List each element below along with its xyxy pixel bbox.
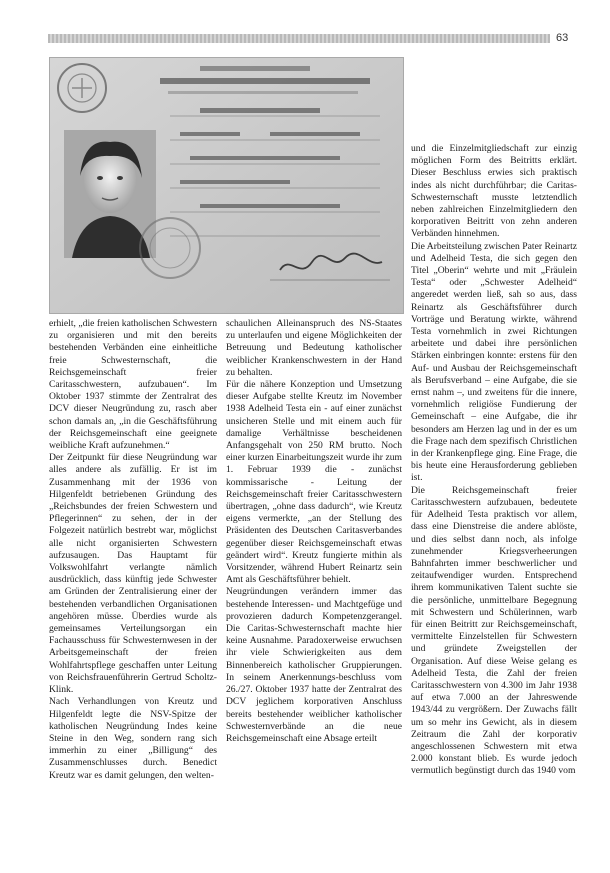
paragraph: erhielt, „die freien katholischen Schwestern zu organisieren und mit den bereits bestehenden Verbänden eine einheitliche freie Schwesternschaft, die Reichsgemeinschaft freier Caritasschwestern, aufzubauen“. Im Oktober 1937 stimmte der Zentralrat des DCV dieser Neugründung zu, rasch aber schon damals an, „in die Geschäftsführung der Reichsgemeinschaft eine geeignete weibliche Kraft aufzunehmen.“: [49, 318, 217, 452]
paragraph: schaulichen Alleinanspruch des NS-Staates zu unterlaufen und eigene Möglichkeiten der Betreuung und Bedeutung katholischer weiblicher Krankenschwestern in der Hand zu behalten.: [226, 318, 402, 378]
paragraph: Der Zeitpunkt für diese Neugründung war alles andere als zufällig. Er ist im Zusammenhang mit der 1936 von Hilgenfeldt betriebenen Gründung des „Reichsbundes der freien Schwestern und Pflegerinnen“ zu sehen, der in der Folgezeit natürlich bestrebt war, möglichst alle nicht organisierten Schwestern aufzusaugen. Das Hauptamt für Volkswohlfahrt verlangte nämlich ausdrücklich, dass künftig jede Schwester am Gründen der Zentralisierung einer der bestehenden verbandlichen Organisationen angehören müsse. Überdies wurde als gemeinsames Verteilungsorgan ein Fachausschuss für Schwesternwesen in der Arbeitsgemeinschaft der freien Wohlfahrtspflege geschaffen unter Leitung von Reichsfrauenführerin Gertrud Scholtz-Klink.: [49, 452, 217, 696]
id-card-photo: [49, 57, 404, 314]
id-card-illustration: [50, 58, 403, 313]
text-column-2: [226, 318, 402, 745]
page-number: 63: [556, 32, 569, 44]
header-rule: [48, 34, 550, 43]
paragraph: Nach Verhandlungen von Kreutz und Hilgenfeldt legte die NSV-Spitze der katholischen Neugründung Indes keine Steine in den Weg, sondern rang sich immerhin zu einer „Billigung“ des Zusammenschlusses durch. Benedict Kreutz war es damit gelungen, den welten-: [49, 696, 217, 781]
paragraph: und die Einzelmitgliedschaft zur einzig möglichen Form des Beitritts erklärt. Dieser Beschluss erwies sich praktisch indes als nicht durchführbar; die Caritas-Schwesternschaft musste letztendlich neben zahlreichen Einzelmitgliedern den korporativen Beitritt von zehn anderen Verbänden hinnehmen.: [411, 143, 577, 240]
paragraph: Die Reichsgemeinschaft freier Caritasschwestern aufzubauen, bedeutete für Adelheid Testa praktisch vor allem, dass eine Dienstreise die andere ablöste, und dies selbst dann noch, als infolge zunehmender Kriegsverheerungen Bahnfahrten immer beschwerlicher und zeitaufwendiger wurden. Entsprechend ihrem kommunikativen Talent suchte sie die persönliche, unmittelbare Begegnung mit Schwestern und Schülerinnen, warb für einen Beitritt zur Reichsgemeinschaft, vermittelte Einzelstellen für Schwestern und gründete Zweigstellen der Organisation. Auf diese Weise gelang es Adelheid Testa, die Zahl der freien Caritasschwestern von 4.300 im Jahr 1938 auf etwa 7.000 an der Jahreswende 1943/44 zu vergrößern. Der Zuwachs fällt um so mehr ins Gewicht, als in diesem Zeitraum die Zahl der korporativ angeschlossenen Schwestern mit etwa 2.000 konstant blieb. Es wurde jedoch vermutlich begünstigt durch das 1940 vom: [411, 484, 577, 777]
text-column-1: [49, 318, 217, 782]
paragraph: Die Arbeitsteilung zwischen Pater Reinartz und Adelheid Testa, die sich gegen den Titel „Oberin“ wehrte und mit „Fräulein Testa“ oder „Schwester Adelheid“ angeredet werden ließ, sah so aus, dass Reinartz als Geschäftsführer durch Vorträge und Beratung wirkte, während Testa vornehmlich in zwei Richtungen arbeitete und dabei ihre persönlichen Stärken einbringen konnte: erstens für den Auf- und Ausbau der Reichsgemeinschaft als Berufsverband – eine Aufgabe, die sie ernst nahm –, und zweitens für die innere, vornehmlich religiöse Fundierung der Gemeinschaft – eine Aufgabe, die ihr besonders am Herzen lag und in der es um die Frage nach dem spezifisch Christlichen in der Krankenpflege ging. Eine Frage, die bis heute eine Herausforderung geblieben ist.: [411, 240, 577, 484]
paragraph: Für die nähere Konzeption und Umsetzung dieser Aufgabe stellte Kreutz im November 1938 Adelheid Testa ein - auf einer zunächst unsicheren Stelle und mit einem auch für damalige Verhältnisse bescheidenen Anfangsgehalt von 250 RM brutto. Noch einer kurzen Einarbeitungszeit wurde ihr zum 1. Februar 1939 die - zunächst kommissarische - Leitung der Reichsgemeinschaft freier Caritasschwestern übertragen, „ohne dass dadurch“, wie Kreutz eigens vermerkte, „an der Stellung des Präsidenten des Deutschen Caritasverbandes gegenüber dieser Reichsgemeinschaft etwas geändert wird“. Kreutz fungierte mithin als Vorsitzender, während Hubert Reinartz sein Amt als Geschäftsführer behielt.: [226, 379, 402, 586]
text-column-3: [411, 143, 577, 778]
paragraph: Neugründungen verändern immer das bestehende Interessen- und Machtgefüge und provozieren dadurch Kompetenzgerangel. Die Caritas-Schwesternschaft machte hier keine Ausnahme. Paradoxerweise erwuchsen ihr viele Schwierigkeiten aus dem Binnenbereich katholischer Gruppierungen. In seinem Anerkennungs-beschluss vom 26./27. Oktober 1937 hatte der Zentralrat des DCV jeglichem korporativen Anschluss bereits bestehender weiblicher katholischer Schwesternverbände an die neue Reichsgemeinschaft eine Absage erteilt: [226, 586, 402, 744]
